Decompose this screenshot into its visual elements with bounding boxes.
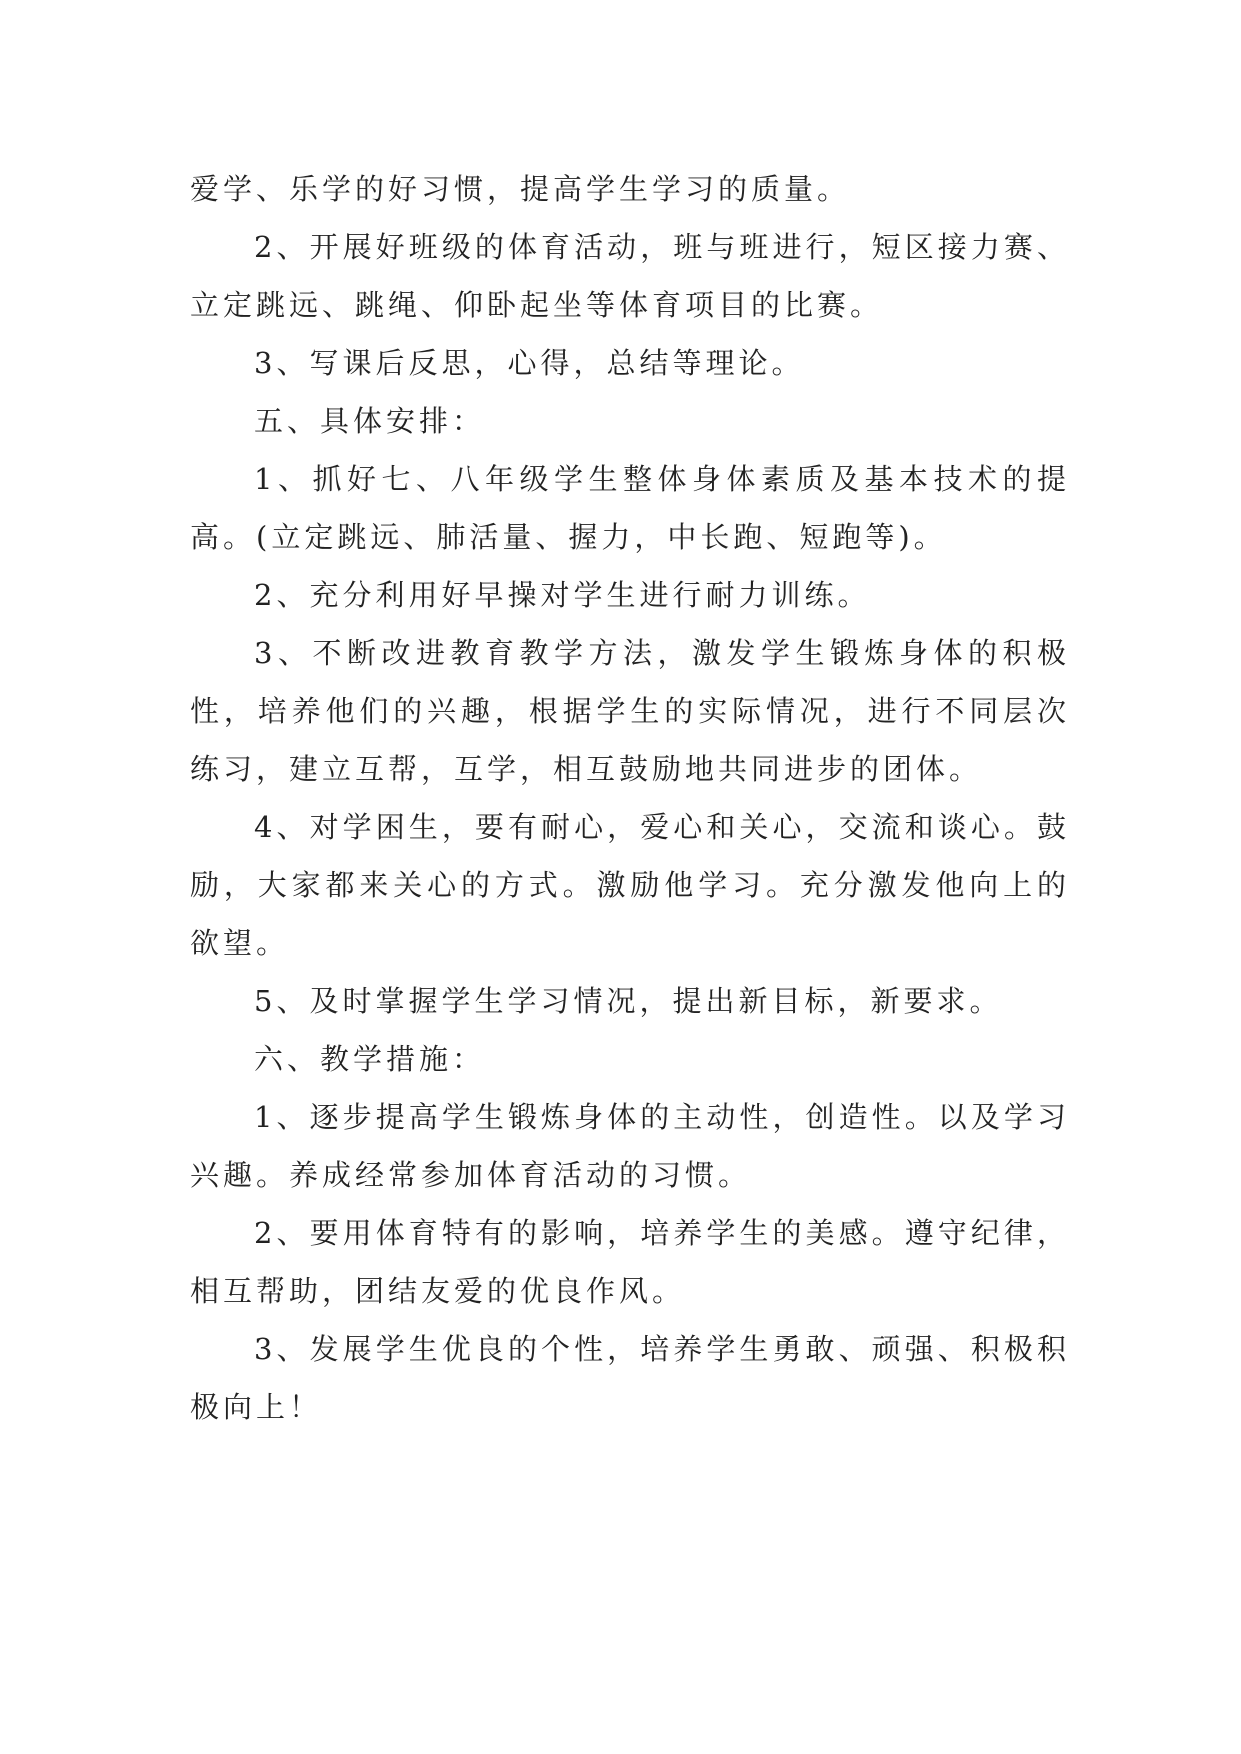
paragraph-item: 3、发展学生优良的个性，培养学生勇敢、顽强、积极积极向上！	[190, 1332, 1070, 1424]
paragraph-item: 2、要用体育特有的影响，培养学生的美感。遵守纪律，相互帮助，团结友爱的优良作风。	[190, 1216, 1070, 1308]
paragraph-item: 2、充分利用好早操对学生进行耐力训练。	[254, 578, 871, 612]
paragraph-item: 2、开展好班级的体育活动，班与班进行，短区接力赛、立定跳远、跳绳、仰卧起坐等体育项目的比赛。	[190, 230, 1070, 322]
section-heading: 五、具体安排：	[254, 404, 486, 438]
section-heading: 六、教学措施：	[254, 1042, 486, 1076]
document-body	[190, 160, 1070, 1436]
paragraph-item: 1、抓好七、八年级学生整体身体素质及基本技术的提高。(立定跳远、肺活量、握力，中长跑、短跑等)。	[190, 462, 1070, 554]
paragraph-item: 5、及时掌握学生学习情况，提出新目标，新要求。	[254, 984, 1003, 1018]
paragraph-item: 3、不断改进教育教学方法，激发学生锻炼身体的积极性，培养他们的兴趣，根据学生的实际情况，进行不同层次练习，建立互帮，互学，相互鼓励地共同进步的团体。	[190, 636, 1070, 786]
paragraph-item: 1、逐步提高学生锻炼身体的主动性，创造性。以及学习兴趣。养成经常参加体育活动的习惯。	[190, 1100, 1070, 1192]
paragraph-continuation: 爱学、乐学的好习惯，提高学生学习的质量。	[190, 172, 851, 206]
paragraph-item: 4、对学困生，要有耐心，爱心和关心，交流和谈心。鼓励，大家都来关心的方式。激励他学习。充分激发他向上的欲望。	[190, 810, 1070, 960]
paragraph-item: 3、写课后反思，心得，总结等理论。	[254, 346, 805, 380]
